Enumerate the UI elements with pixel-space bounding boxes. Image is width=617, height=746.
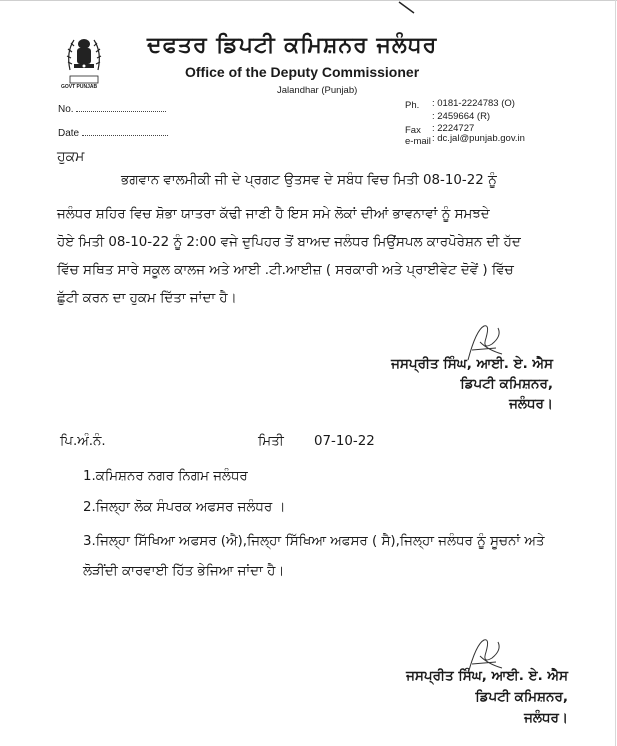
phone-office: : 0181-2224783 (O) — [432, 98, 515, 109]
state-emblem-icon — [60, 30, 108, 88]
ref-no-label: No. — [58, 104, 74, 115]
ref-no-field — [58, 104, 166, 115]
signatory-place-1: ਜਲੰਧਰ। — [509, 396, 553, 412]
endorsement-item-2: 2.ਜਿਲ੍ਹਾ ਲੋਕ ਸੰਪਰਕ ਅਫਸਰ ਜਲੰਧਰ । — [83, 500, 286, 515]
email-value: : dc.jal@punjab.gov.in — [432, 133, 525, 144]
fax-label: Fax — [405, 125, 421, 136]
endorsement-item-3: 3.ਜਿਲ੍ਹਾ ਸਿੱਖਿਆ ਅਫਸਰ (ਐ),ਜਿਲ੍ਹਾ ਸਿੱਖਿਆ ਅਫਸਰ ( ਸੈ),ਜਿਲ੍ਹਾ ਜਲੰਧਰ ਨੂੰ ਸੂਚਨਾਂ ਅਤੇ — [83, 534, 545, 549]
endorsement-date-value: 07-10-22 — [314, 434, 375, 449]
order-heading: ਹੁਕਮ — [57, 149, 85, 165]
office-title-english: Office of the Deputy Commissioner — [185, 64, 420, 80]
order-line-4: ਵਿੱਚ ਸਥਿਤ ਸਾਰੇ ਸਕੂਲ ਕਾਲਜ ਅਤੇ ਆਈ .ਟੀ.ਆਈਜ਼ ( ਸਰਕਾਰੀ ਅਤੇ ਪ੍ਰਾਈਵੇਟ ਦੋਵੇਂ ) ਵਿੱਚ — [57, 263, 514, 278]
signatory-name-1: ਜਸਪ੍ਰੀਤ ਸਿੰਘ, ਆਈ. ਏ. ਐਸ — [391, 356, 553, 372]
endorsement-date-label: ਮਿਤੀ — [258, 434, 284, 449]
phone-residence: : 2459664 (R) — [432, 111, 491, 122]
office-location: Jalandhar (Punjab) — [277, 85, 358, 96]
order-line-2: ਜਲੰਧਰ ਸ਼ਹਿਰ ਵਿਚ ਸ਼ੋਭਾ ਯਾਤਰਾ ਕੱਢੀ ਜਾਣੀ ਹੈ ਇਸ ਸਮੇ ਲੋਕਾਂ ਦੀਆਂ ਭਾਵਨਾਵਾਂ ਨੂੰ ਸਮਝਦੇ — [57, 207, 490, 222]
signatory-name-2: ਜਸਪ੍ਰੀਤ ਸਿੰਘ, ਆਈ. ਏ. ਐਸ — [406, 668, 568, 684]
phone-label: Ph. — [405, 100, 420, 111]
endorsement-item-3-cont: ਲੋੜੀਂਦੀ ਕਾਰਵਾਈ ਹਿੱਤ ਭੇਜਿਆ ਜਾਂਦਾ ਹੈ। — [83, 564, 285, 579]
pen-mark-icon — [398, 0, 418, 16]
endorsement-item-1: 1.ਕਮਿਸ਼ਨਰ ਨਗਰ ਨਿਗਮ ਜਲੰਧਰ — [83, 469, 248, 484]
ref-no-blank — [76, 111, 166, 112]
ref-date-blank — [82, 135, 168, 136]
email-label: e-mail — [405, 136, 431, 147]
ref-date-field — [58, 128, 168, 139]
office-title-punjabi: ਦਫਤਰ ਡਿਪਟੀ ਕਮਿਸ਼ਨਰ ਜਲੰਧਰ — [147, 33, 438, 58]
order-line-3: ਹੋਏ ਮਿਤੀ 08-10-22 ਨੂੰ 2:00 ਵਜੇ ਦੁਪਿਹਰ ਤੋਂ ਬਾਅਦ ਜਲੰਧਰ ਮਿਉਂਸਪਲ ਕਾਰਪੋਰੇਸ਼ਨ ਦੀ ਹੱਦ — [57, 235, 521, 250]
ref-date-label: Date — [58, 128, 80, 139]
signatory-designation-1: ਡਿਪਟੀ ਕਮਿਸ਼ਨਰ, — [460, 376, 553, 392]
endorsement-ref-label: ਪਿ.ਅੰ.ਨੰ. — [60, 434, 106, 449]
order-line-1: ਭਗਵਾਨ ਵਾਲਮੀਕੀ ਜੀ ਦੇ ਪ੍ਰਗਟ ਉਤਸਵ ਦੇ ਸਬੰਧ ਵਿਚ ਮਿਤੀ 08-10-22 ਨੂੰ — [121, 173, 497, 188]
page-right-edge — [615, 0, 616, 746]
order-line-5: ਛੁੱਟੀ ਕਰਨ ਦਾ ਹੁਕਮ ਦਿੱਤਾ ਜਾਂਦਾ ਹੈ। — [57, 291, 237, 306]
signatory-designation-2: ਡਿਪਟੀ ਕਮਿਸ਼ਨਰ, — [475, 689, 568, 705]
signatory-place-2: ਜਲੰਧਰ। — [524, 710, 568, 726]
emblem-caption: GOVT PUNJAB — [61, 84, 98, 90]
page-top-edge — [0, 0, 617, 1]
fax-value: : 2224727 — [432, 123, 475, 134]
